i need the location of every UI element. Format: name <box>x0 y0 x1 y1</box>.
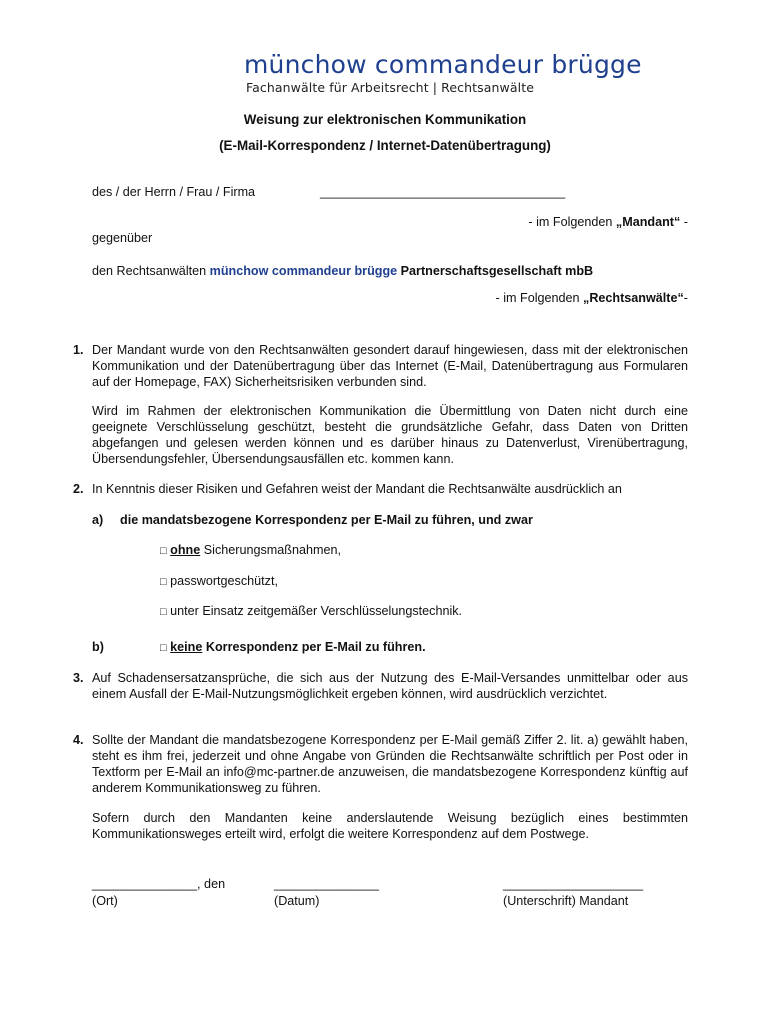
sub-option-1-emphasis: ohne <box>170 543 201 557</box>
firm-logo-name: münchow commandeur brügge <box>244 50 642 79</box>
place-label: (Ort) <box>92 894 118 908</box>
lawyers-suffix: Partnerschaftsgesellschaft mbB <box>397 264 594 278</box>
lawyers-prefix: den Rechtsanwälten <box>92 264 210 278</box>
firm-tagline: Fachanwälte für Arbeitsrecht | Rechtsanwälte <box>246 80 534 95</box>
sub-option-1-text: Sicherungsmaßnahmen, <box>200 543 341 557</box>
signature-label: (Unterschrift) Mandant <box>503 894 629 908</box>
section-2-text: In Kenntnis dieser Risiken und Gefahren weist der Mandant die Rechtsanwälte ausdrücklich an <box>92 482 622 496</box>
client-ref-suffix: - <box>680 215 688 229</box>
option-b-text: Korrespondenz per E-Mail zu führen. <box>202 640 426 654</box>
section-1-paragraph-1: Der Mandant wurde von den Rechtsanwälten gesondert darauf hingewiesen, dass mit der elektronischen Kommunikation und der Datenübertragung über das Internet (E-Mail, Datenübertragung aus Formularen auf der Homepage, FAX) Sicherheitsrisiken verbunden sind. <box>92 343 688 389</box>
place-blank: _______________, den <box>92 877 226 891</box>
sub-option-1 <box>160 542 341 559</box>
document-title: Weisung zur elektronischen Kommunikation <box>243 112 527 127</box>
checkbox-icon[interactable]: □ <box>160 642 167 654</box>
option-a-label: a) <box>92 513 104 527</box>
option-b-label: b) <box>92 640 104 654</box>
option-a-text: die mandatsbezogene Korrespondenz per E-Mail zu führen, und zwar <box>120 513 533 527</box>
checkbox-icon[interactable]: □ <box>160 606 167 618</box>
section-1-paragraph-2: Wird im Rahmen der elektronischen Kommunikation die Übermittlung von Daten nicht durch eine geeignete Verschlüsselung geschützt, besteht die grundsätzliche Gefahr, dass Daten von Dritten abgefangen und gelesen werden können und es darüber hinaus zu Datenverlust, Virenübertragung, Übersendungsfehler, Übersendungsausfällen etc. kommen kann. <box>92 404 688 466</box>
client-ref-prefix: - im Folgenden <box>528 215 616 229</box>
section-4-paragraph-2: Sofern durch den Mandanten keine anderslautende Weisung bezüglich eines bestimmten Kommunikationsweges erteilt wird, erfolgt die weitere Korrespondenz auf dem Postwege. <box>92 811 688 841</box>
sub-option-3 <box>160 603 462 620</box>
date-blank: _______________ <box>274 877 380 891</box>
versus-label: gegenüber <box>92 231 153 245</box>
section-3-paragraph: Auf Schadensersatzansprüche, die sich aus der Nutzung des E-Mail-Versandes unmittelbar oder aus einem Ausfall der E-Mail-Nutzungsmöglichkeit ergeben können, wird ausdrücklich verzichtet. <box>92 671 688 701</box>
checkbox-icon[interactable]: □ <box>160 545 167 557</box>
option-b-emphasis: keine <box>170 640 203 654</box>
sub-option-3-text: unter Einsatz zeitgemäßer Verschlüsselungstechnik. <box>170 604 463 618</box>
sub-option-2 <box>160 573 278 590</box>
section-4-number: 4. <box>73 733 84 747</box>
document-subtitle: (E-Mail-Korrespondenz / Internet-Datenübertragung) <box>219 138 551 153</box>
lawyers-ref-suffix: - <box>683 291 688 305</box>
section-2-number: 2. <box>73 482 84 496</box>
checkbox-icon[interactable]: □ <box>160 576 167 588</box>
lawyers-reference <box>496 290 688 306</box>
section-3-number: 3. <box>73 671 84 685</box>
lawyers-brand: münchow commandeur brügge <box>209 264 398 278</box>
client-label: des / der Herrn / Frau / Firma <box>92 185 256 199</box>
client-reference <box>528 214 688 230</box>
lawyers-ref-prefix: - im Folgenden <box>495 291 584 305</box>
sub-option-2-text: passwortgeschützt, <box>170 574 278 588</box>
date-label: (Datum) <box>274 894 320 908</box>
option-b <box>160 639 426 656</box>
client-name-blank: ___________________________________ <box>320 185 566 199</box>
section-1-number: 1. <box>73 343 84 357</box>
client-ref-name: „Mandant“ <box>615 215 681 229</box>
section-4-paragraph-1: Sollte der Mandant die mandatsbezogene Korrespondenz per E-Mail gemäß Ziffer 2. lit. a) gewählt haben, steht es ihm frei, jederzeit und ohne Angabe von Gründen die Rechtsanwälte schriftlich per Post oder in Textform per E-Mail an info@mc-partner.de anzuweisen, die mandatsbezogene Korrespondenz künftig auf anderem Kommunikationsweg zu führen. <box>92 733 688 795</box>
lawyers-ref-name: „Rechtsanwälte“ <box>583 291 684 305</box>
lawyers-line <box>92 263 593 279</box>
signature-blank: ____________________ <box>503 877 644 891</box>
